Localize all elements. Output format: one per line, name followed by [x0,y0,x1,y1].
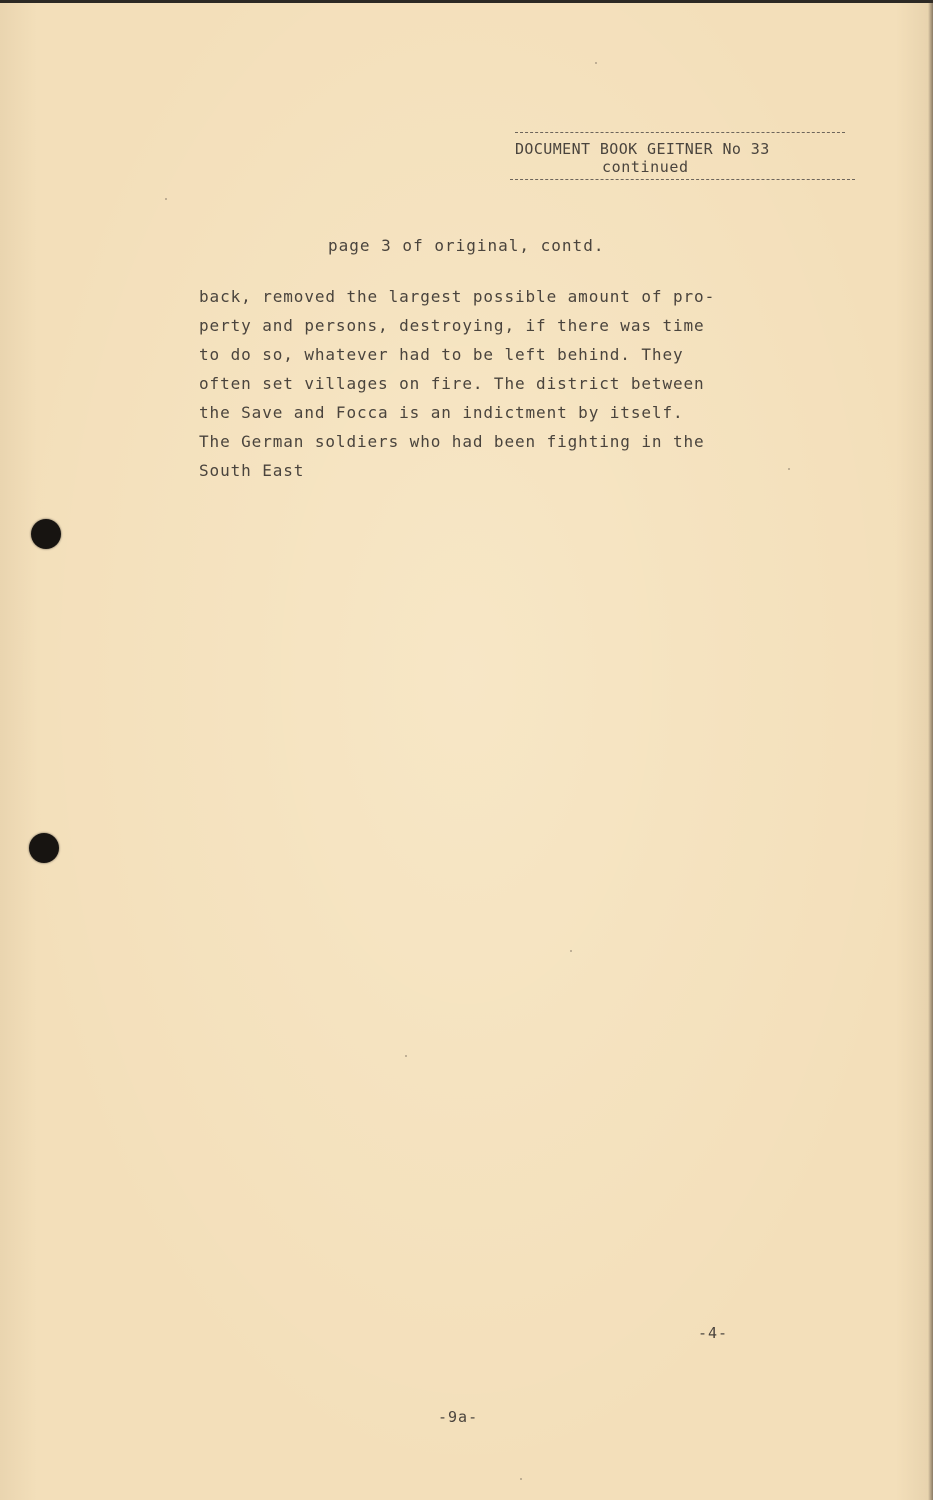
paper-speck [405,1055,407,1057]
paper-speck [595,62,597,64]
header-rule-top [515,132,845,133]
footer-number: -9a- [438,1408,479,1426]
body-line: perty and persons, destroying, if there was time [199,316,705,335]
page-subtitle: page 3 of original, contd. [328,236,605,255]
body-line: the Save and Focca is an indictment by itself. [199,403,684,422]
scan-top-edge [0,0,933,3]
paper-speck [165,198,167,200]
header-title: DOCUMENT BOOK GEITNER No 33 [515,140,770,158]
page-number: -4- [698,1324,729,1342]
header-rule-bottom [510,179,855,180]
body-line: The German soldiers who had been fighting in the [199,432,705,451]
punch-hole [31,519,61,549]
body-line: often set villages on fire. The district between [199,374,705,393]
paper-speck [520,1478,522,1480]
body-line: to do so, whatever had to be left behind. They [199,345,684,364]
body-text [199,282,799,485]
header-continued: continued [602,158,689,176]
paper-speck [788,468,790,470]
body-line: back, removed the largest possible amount of pro- [199,287,716,306]
punch-hole [29,833,59,863]
document-header [510,132,855,180]
body-line: South East [199,461,305,480]
paper-speck [570,950,572,952]
scan-right-edge [928,0,933,1500]
